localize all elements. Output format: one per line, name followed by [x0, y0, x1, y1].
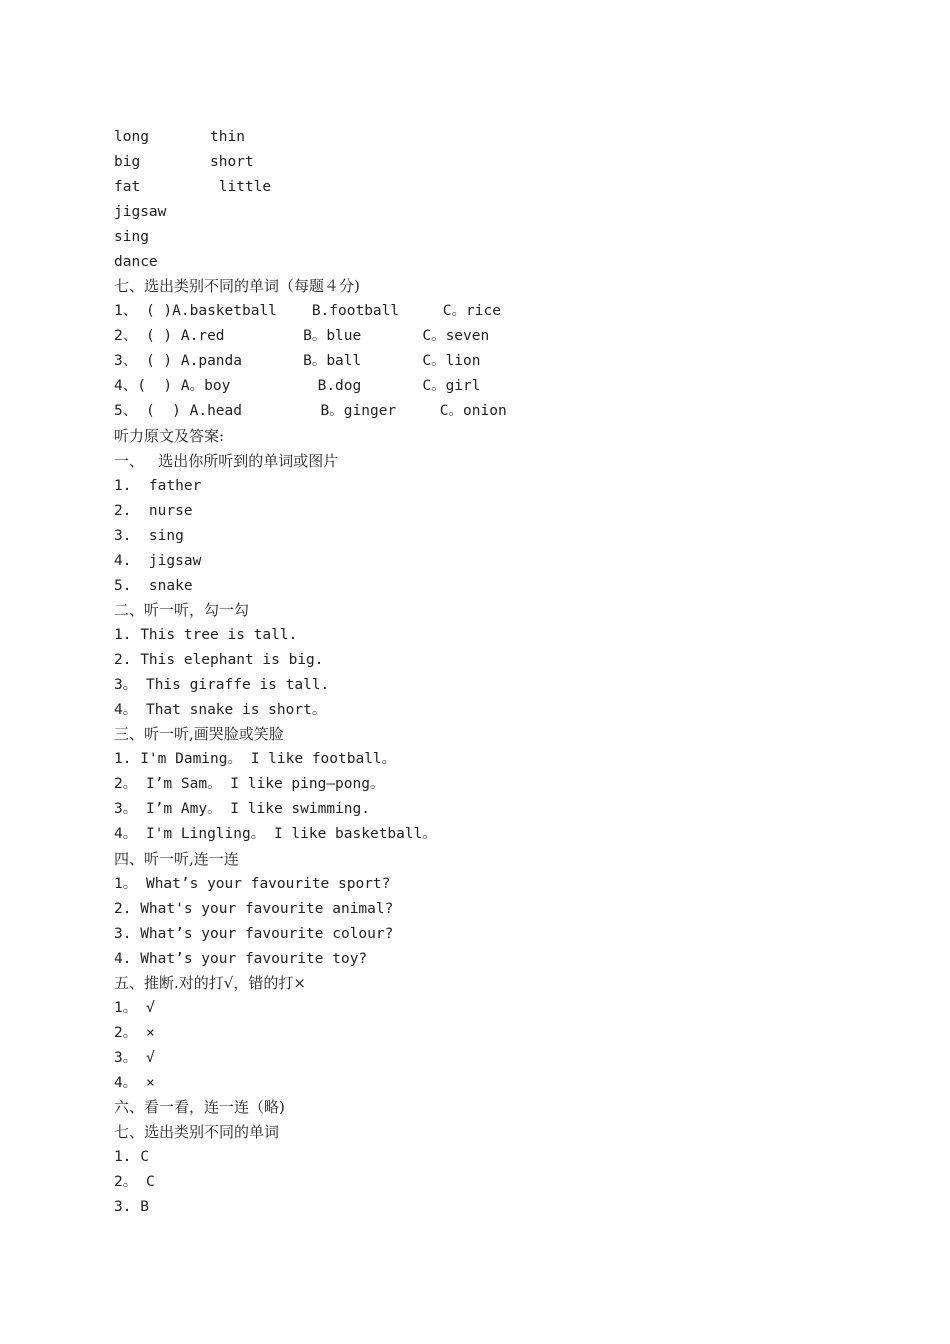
text-line-long-thin: long thin	[114, 129, 245, 145]
section-heading-6: 六、看一看，连一连（略)	[114, 1098, 285, 1116]
answer-line: 2。 I’m Sam。 I like ping—pong。	[114, 776, 385, 792]
answer-line: 2. This elephant is big.	[114, 652, 324, 668]
answer-line: 3. What’s your favourite colour?	[114, 926, 394, 942]
answer-line: 1. I'm Daming。 I like football。	[114, 751, 397, 767]
text-line-fat-little: fat little	[114, 179, 272, 195]
question-1: 1、 ( )A.basketball B.football C。rice	[114, 303, 501, 319]
answer-line: 2。 C	[114, 1174, 155, 1190]
answer-line: 4. What’s your favourite toy?	[114, 951, 368, 967]
text-line-jigsaw: jigsaw	[114, 204, 167, 220]
question-5: 5、 ( ) A.head B。ginger C。onion	[114, 403, 507, 419]
section-heading-2: 二、听一听，勾一勾	[114, 601, 250, 619]
section-heading-4: 四、听一听,连一连	[114, 850, 239, 868]
answer-line: 4. jigsaw	[114, 553, 202, 569]
answer-line: 5. snake	[114, 578, 193, 594]
answer-line: 3。 I’m Amy。 I like swimming.	[114, 801, 370, 817]
answer-line: 2. What's your favourite animal?	[114, 901, 394, 917]
answer-line: 1. C	[114, 1149, 149, 1165]
text-line-sing: sing	[114, 229, 149, 245]
answer-line: 1。 What’s your favourite sport?	[114, 876, 391, 892]
answer-line: 2. nurse	[114, 503, 193, 519]
section-heading-1: 一、 选出你所听到的单词或图片	[114, 452, 339, 470]
question-2: 2、 ( ) A.red B。blue C。seven	[114, 328, 490, 344]
answer-line: 4。 I'm Lingling。 I like basketball。	[114, 826, 437, 842]
answer-line: 4。 That snake is short。	[114, 702, 327, 718]
section-heading-7: 七、选出类别不同的单词（每题４分)	[114, 277, 360, 295]
answer-line: 3. sing	[114, 528, 184, 544]
section-heading-3: 三、听一听,画哭脸或笑脸	[114, 725, 284, 743]
listening-heading: 听力原文及答案:	[114, 427, 225, 445]
answer-line: 3. B	[114, 1199, 149, 1215]
text-line-dance: dance	[114, 254, 158, 270]
answer-line: 4。 ×	[114, 1075, 155, 1091]
section-heading-5: 五、推断.对的打√，错的打×	[114, 974, 306, 992]
answer-line: 1. This tree is tall.	[114, 627, 298, 643]
text-line-big-short: big short	[114, 154, 254, 170]
question-4: 4、( ) A。boy B.dog C。girl	[114, 378, 481, 394]
answer-line: 3。 √	[114, 1050, 155, 1066]
answer-line: 2。 ×	[114, 1025, 155, 1041]
answer-line: 3。 This giraffe is tall.	[114, 677, 330, 693]
section-heading-7-answers: 七、选出类别不同的单词	[114, 1123, 280, 1141]
answer-line: 1。 √	[114, 1000, 155, 1016]
answer-line: 1. father	[114, 478, 202, 494]
question-3: 3、 ( ) A.panda B。ball C。lion	[114, 353, 481, 369]
